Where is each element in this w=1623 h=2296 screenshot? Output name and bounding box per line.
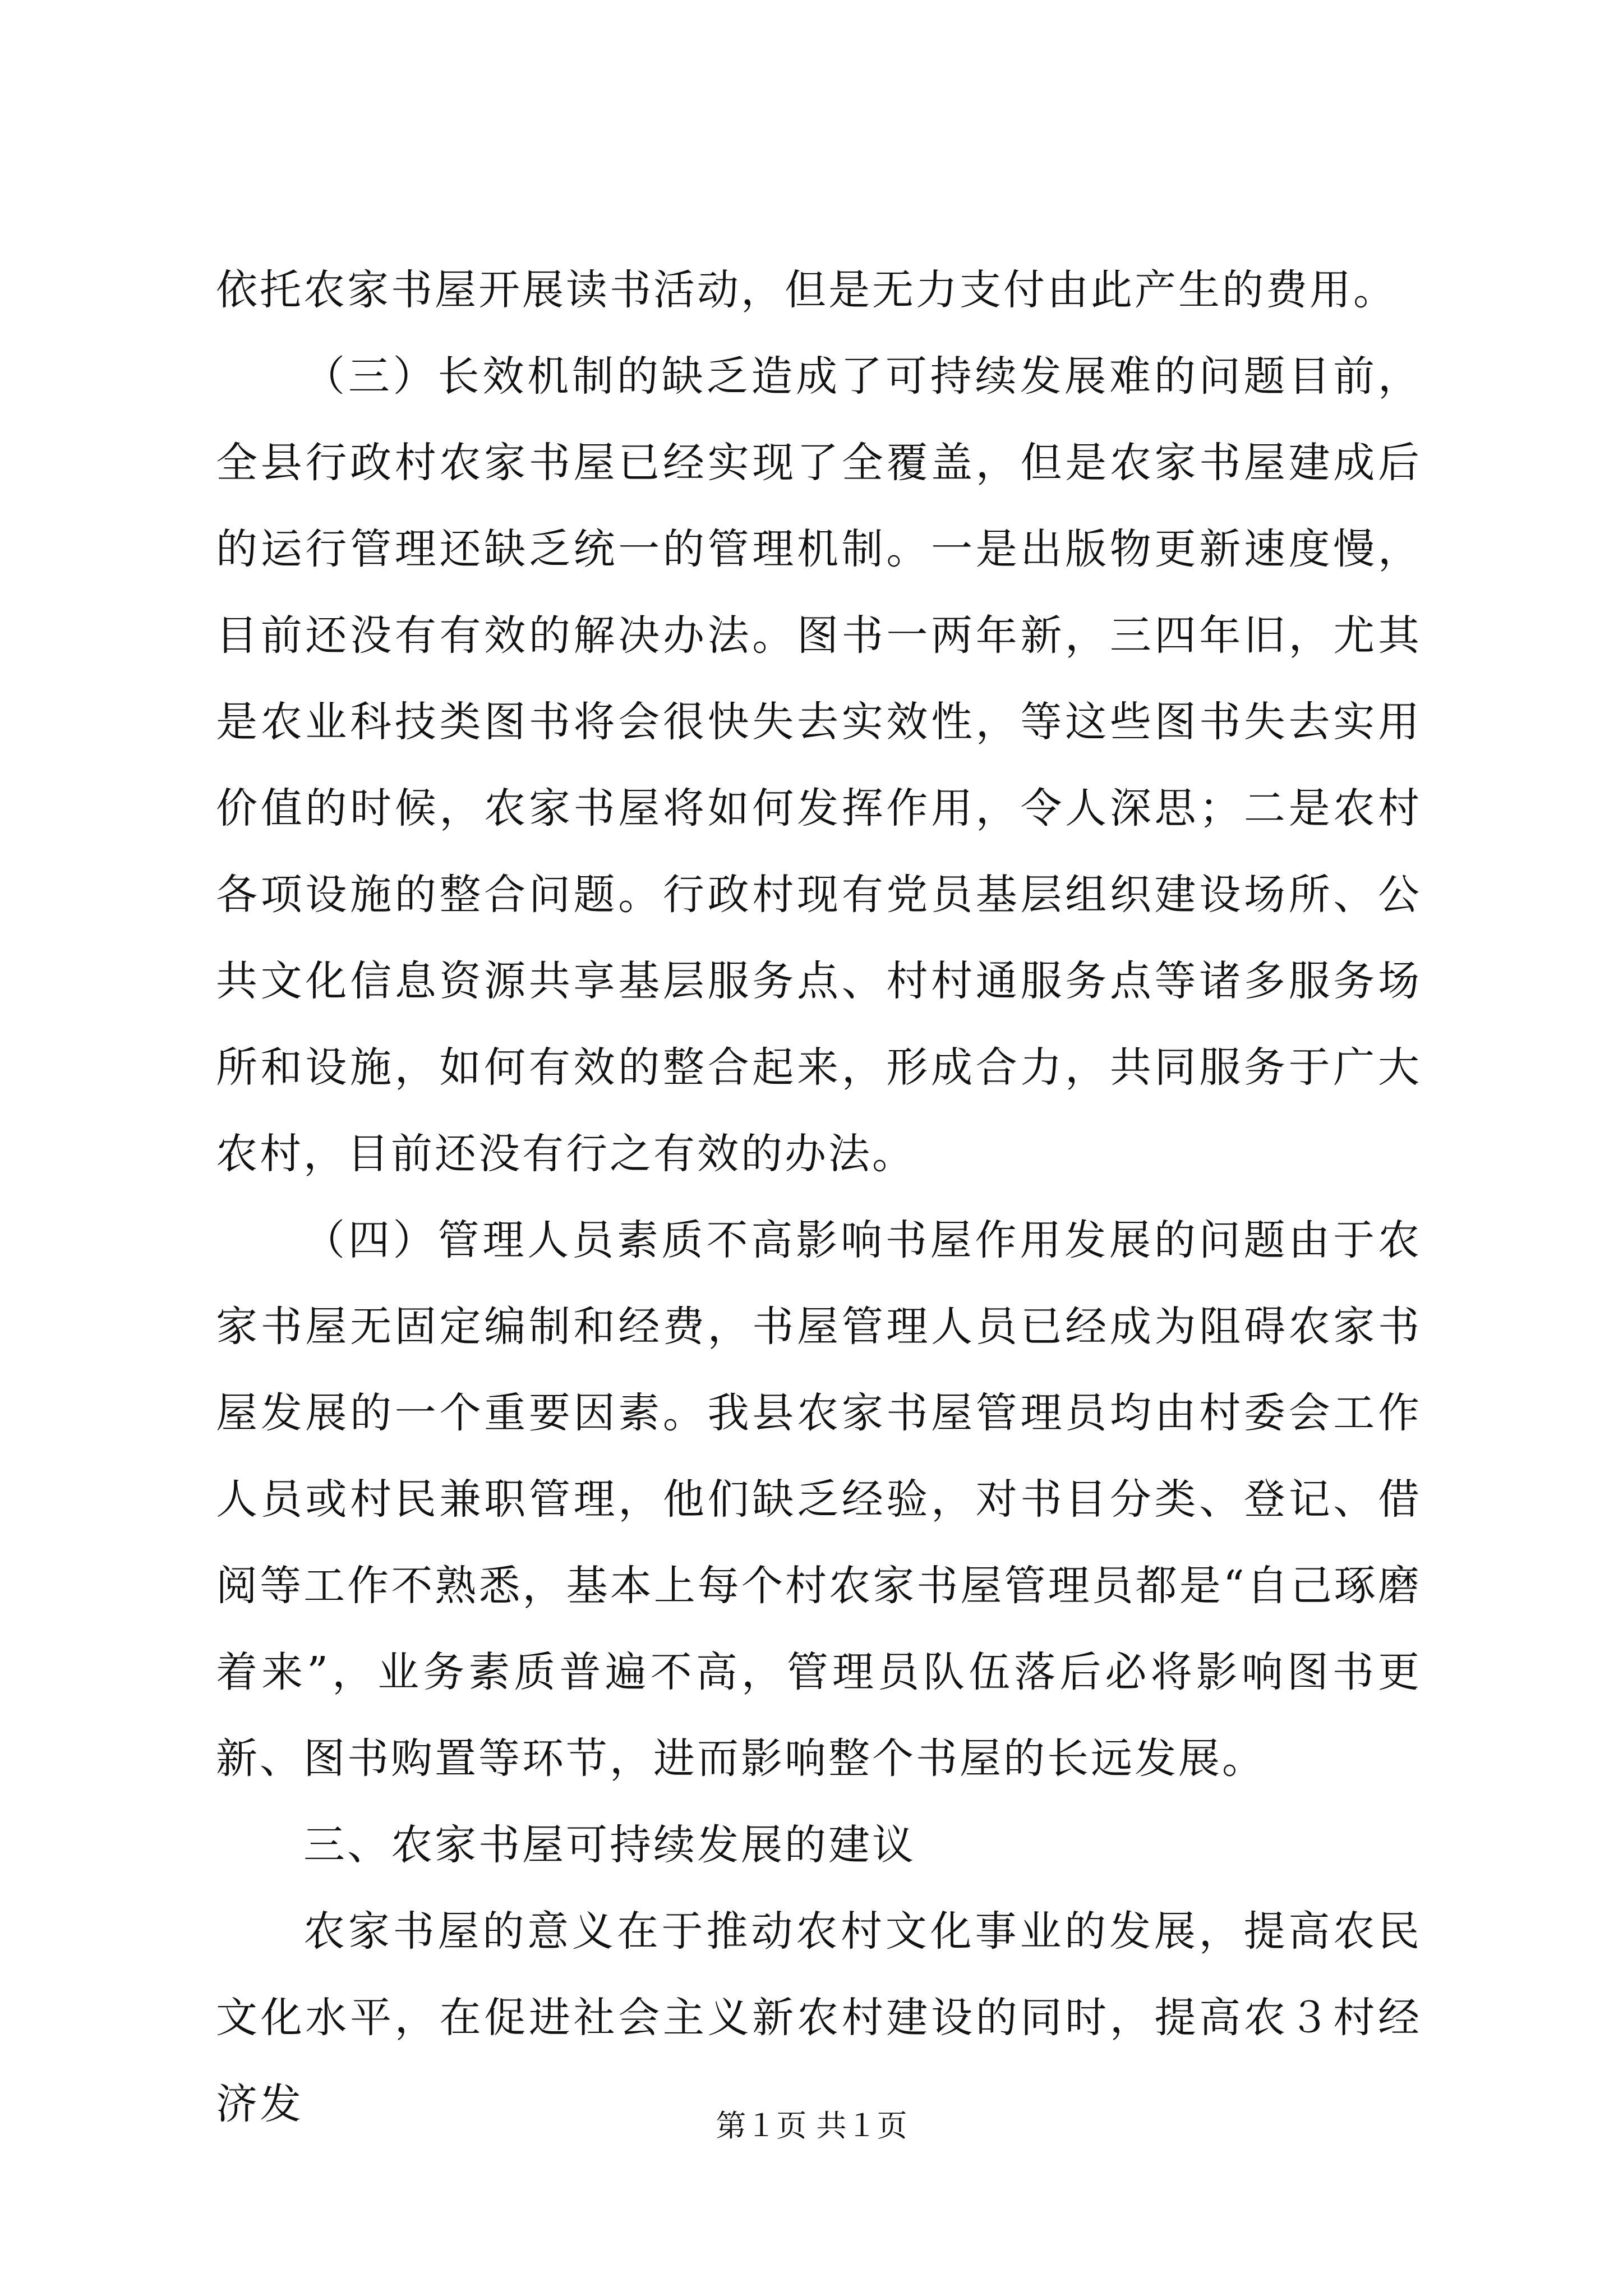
paragraph-1: 依托农家书屋开展读书活动，但是无力支付由此产生的费用。 (216, 266, 1397, 314)
document-body (216, 247, 1422, 2147)
paragraph-2: （三）长效机制的缺乏造成了可持续发展难的问题目前，全县行政村农家书屋已经实现了全覆盖，但是农家书屋建成后的运行管理还缺乏统一的管理机制。一是出版物更新速度慢，目前还没有有效的解决办法。图书一两年新，三四年旧，尤其是农业科技类图书将会很快失去实效性，等这些图书失去实用价值的时候，农家书屋将如何发挥作用，令人深思；二是农村各项设施的整合问题。行政村现有党员基层组织建设场所、公共文化信息资源共享基层服务点、村村通服务点等诸多服务场所和设施，如何有效的整合起来，形成合力，共同服务于广大农村，目前还没有行之有效的办法。 (216, 352, 1422, 1178)
paragraph-4: 农家书屋的意义在于推动农村文化事业的发展，提高农民文化水平，在促进社会主义新农村建设的同时，提高农３村经济发 (216, 1907, 1422, 2128)
paragraph-3: （四）管理人员素质不高影响书屋作用发展的问题由于农家书屋无固定编制和经费，书屋管理人员已经成为阻碍农家书屋发展的一个重要因素。我县农家书屋管理员均由村委会工作人员或村民兼职管理，他们缺乏经验，对书目分类、登记、借阅等工作不熟悉，基本上每个村农家书屋管理员都是“自己琢磨着来”，业务素质普遍不高，管理员队伍落后必将影响图书更新、图书购置等环节，进而影响整个书屋的长远发展。 (216, 1216, 1422, 1783)
page-footer: 第１页 共１页 (716, 2108, 907, 2143)
section-heading: 三、农家书屋可持续发展的建议 (303, 1821, 916, 1869)
